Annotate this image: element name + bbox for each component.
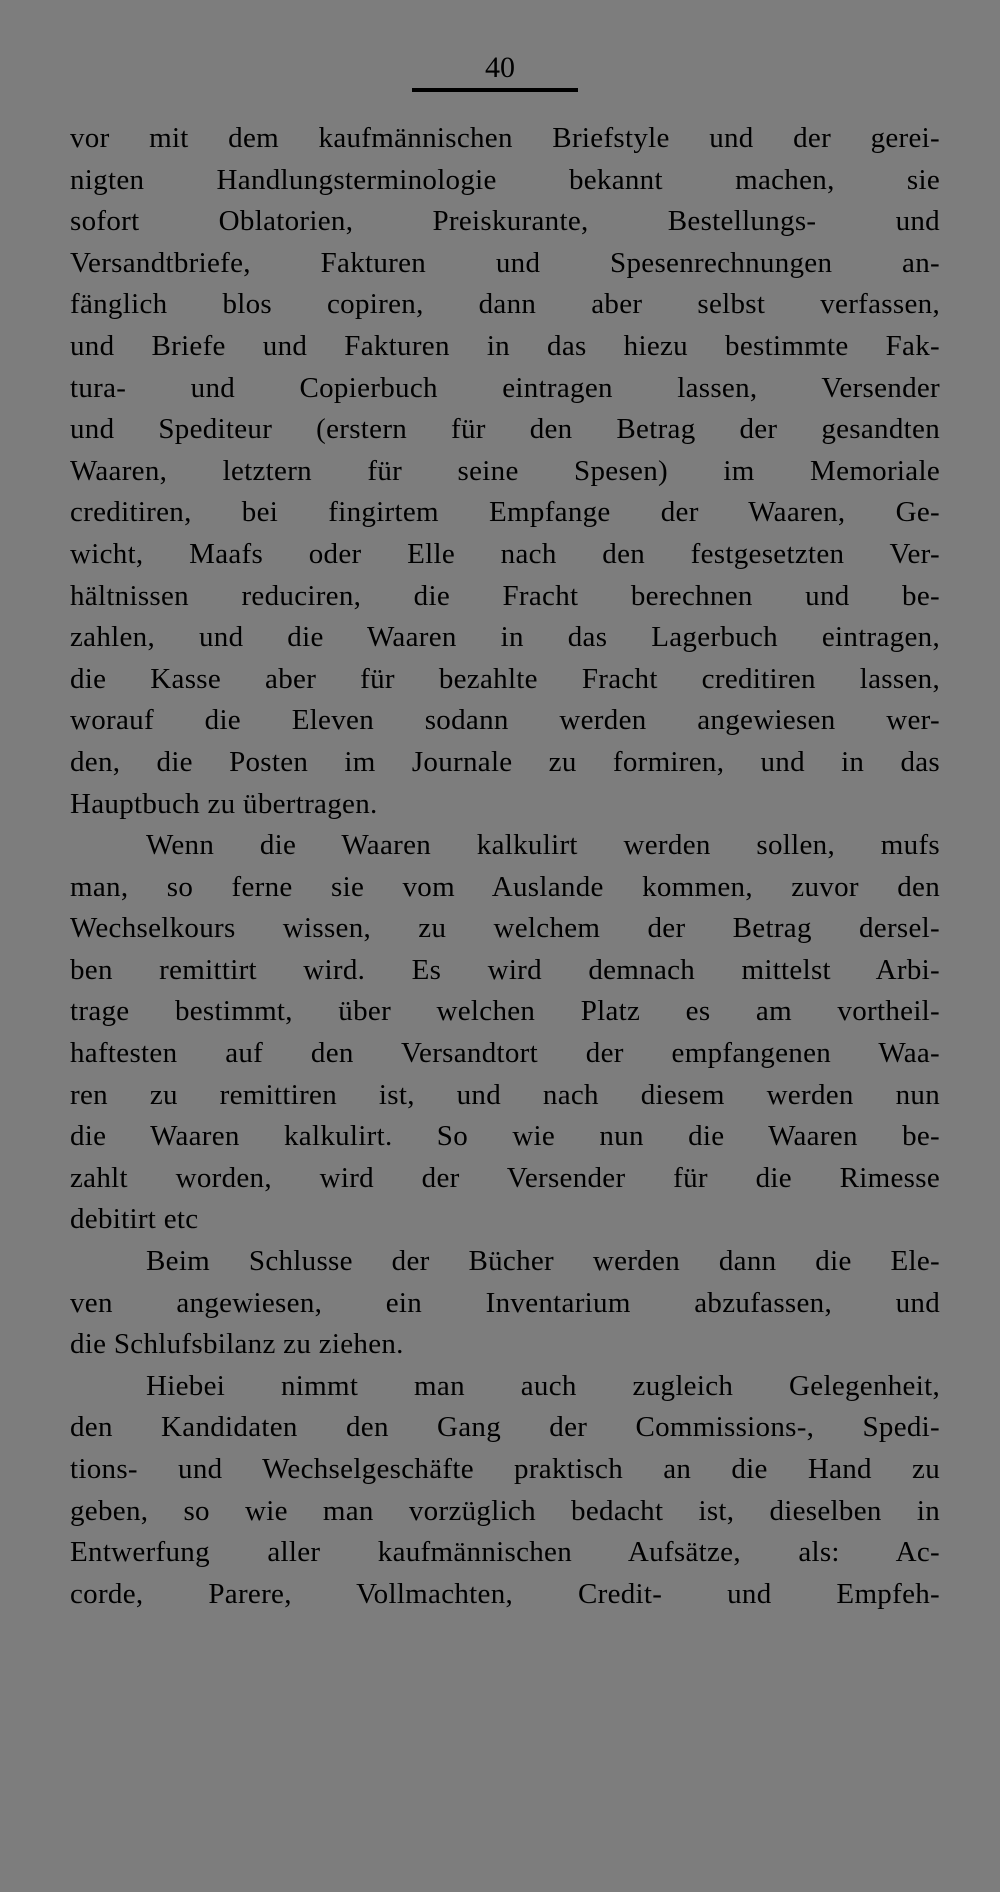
paragraph-start-line: Hiebei nimmt man auch zugleich Gelegenheit, (146, 1369, 940, 1402)
text-line: zahlen, und die Waaren in das Lagerbuch eintragen, (70, 621, 940, 654)
paragraph-end-line: Hauptbuch zu übertragen. (70, 787, 378, 820)
text-line: man, so ferne sie vom Auslande kommen, zuvor den (70, 870, 940, 903)
paragraph-start-line: Wenn die Waaren kalkulirt werden sollen, mufs (146, 829, 940, 862)
text-line: und Spediteur (erstern für den Betrag der gesandten (70, 413, 940, 446)
paragraph-end-line: die Schlufsbilanz zu ziehen. (70, 1328, 404, 1361)
page-number: 40 (485, 51, 515, 84)
text-line: corde, Parere, Vollmachten, Credit- und Empfeh- (70, 1577, 940, 1610)
text-line: worauf die Eleven sodann werden angewiesen wer- (70, 704, 940, 737)
text-line: fänglich blos copiren, dann aber selbst verfassen, (70, 288, 940, 321)
paragraph-start-line: Beim Schlusse der Bücher werden dann die Ele- (146, 1245, 940, 1278)
text-line: die Kasse aber für bezahlte Fracht creditiren lassen, (70, 662, 940, 695)
text-line: haftesten auf den Versandtort der empfangenen Waa- (70, 1037, 940, 1070)
text-line: Entwerfung aller kaufmännischen Aufsätze, als: Ac- (70, 1536, 940, 1569)
text-line: den Kandidaten den Gang der Commissions-, Spedi- (70, 1411, 940, 1444)
text-line: zahlt worden, wird der Versender für die Rimesse (70, 1161, 940, 1194)
text-line: ven angewiesen, ein Inventarium abzufassen, und (70, 1286, 940, 1319)
text-line: wicht, Maafs oder Elle nach den festgesetzten Ver- (70, 537, 940, 570)
text-line: tions- und Wechselgeschäfte praktisch an die Hand zu (70, 1453, 940, 1485)
header-rule (412, 88, 578, 92)
text-line: trage bestimmt, über welchen Platz es am vortheil- (70, 995, 940, 1028)
paragraph-end-line: debitirt etc (70, 1203, 199, 1236)
text-line: Wechselkours wissen, zu welchem der Betrag dersel- (70, 912, 940, 945)
text-line: und Briefe und Fakturen in das hiezu bestimmte Fak- (70, 329, 940, 362)
text-line: nigten Handlungsterminologie bekannt machen, sie (70, 163, 940, 196)
text-line: ben remittirt wird. Es wird demnach mittelst Arbi- (70, 953, 940, 986)
text-line: sofort Oblatorien, Preiskurante, Bestellungs- und (70, 205, 940, 238)
text-line: geben, so wie man vorzüglich bedacht ist, dieselben in (70, 1494, 940, 1527)
text-line: Versandtbriefe, Fakturen und Spesenrechnungen an- (70, 246, 940, 279)
text-line: creditiren, bei fingirtem Empfange der Waaren, Ge- (70, 496, 940, 529)
text-line: hältnissen reduciren, die Fracht berechnen und be- (70, 579, 940, 612)
text-line: ren zu remittiren ist, und nach diesem werden nun (70, 1078, 940, 1111)
text-line: die Waaren kalkulirt. So wie nun die Waaren be- (70, 1120, 940, 1153)
body-text (70, 118, 940, 1615)
text-line: vor mit dem kaufmännischen Briefstyle und der gerei- (70, 122, 940, 154)
text-line: tura- und Copierbuch eintragen lassen, Versender (70, 371, 940, 404)
text-line: den, die Posten im Journale zu formiren, und in das (70, 745, 940, 778)
text-line: Waaren, letztern für seine Spesen) im Memoriale (70, 454, 940, 487)
